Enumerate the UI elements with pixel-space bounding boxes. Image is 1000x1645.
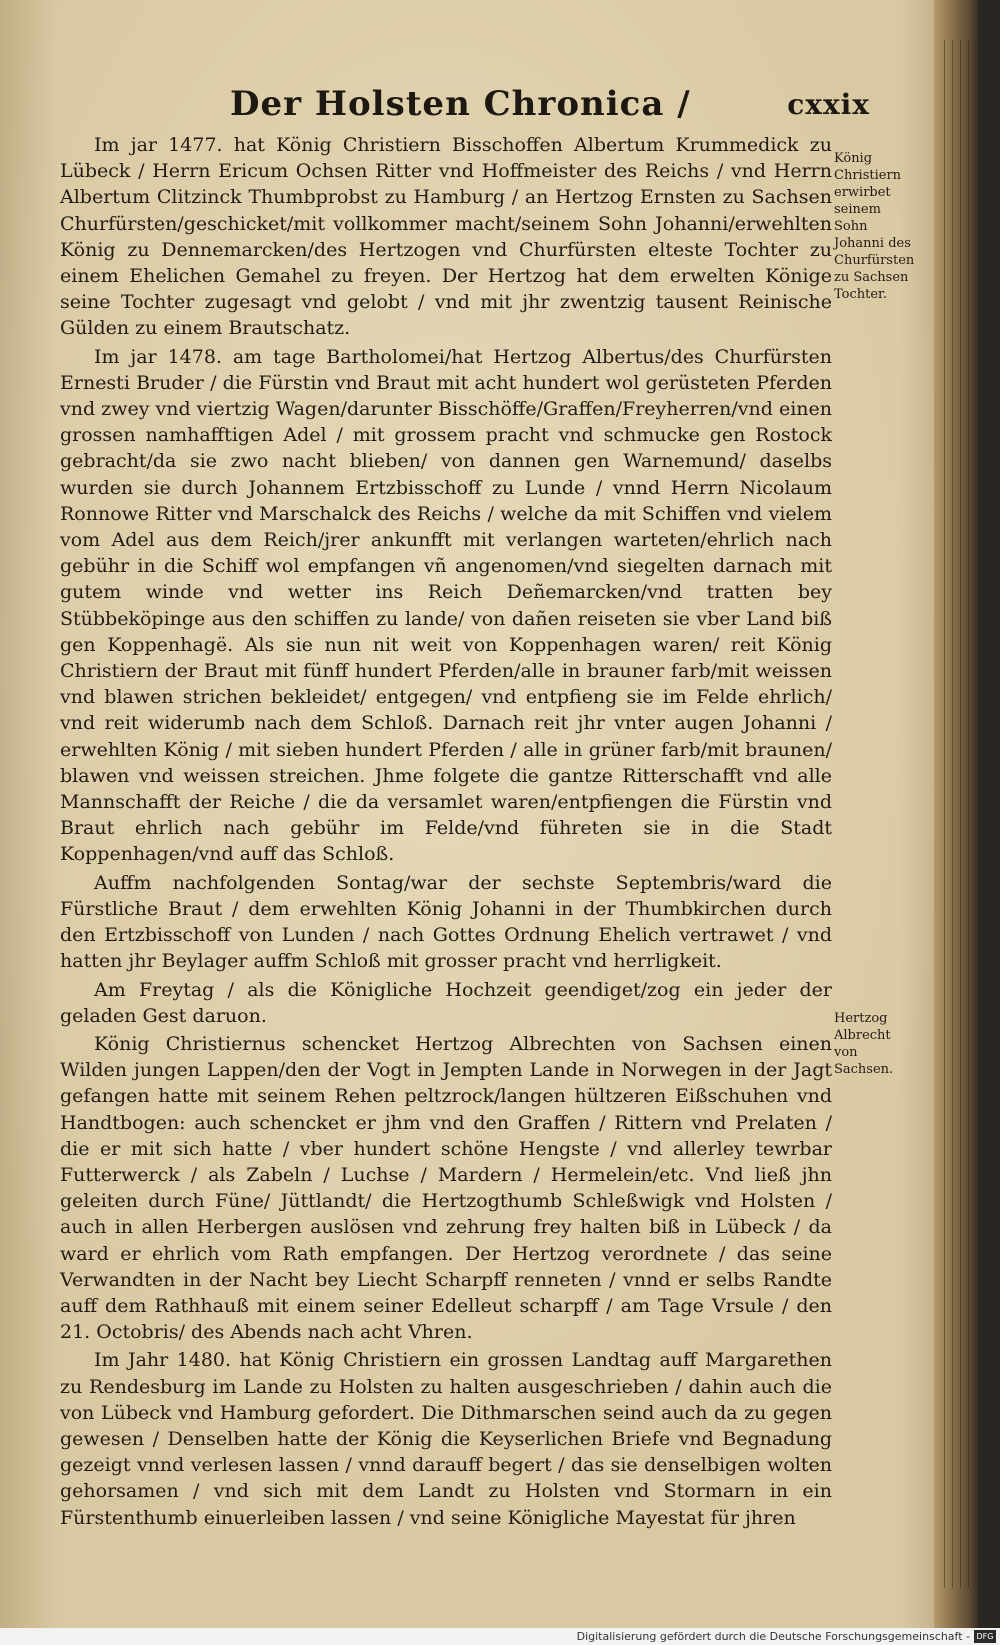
page-title: Der Holsten Chronica /	[230, 84, 691, 124]
running-header	[230, 84, 870, 130]
marginal-note: König Christiern erwirbet seinem Sohn Johanni des Churfürsten zu Sachsen Tochter.	[834, 151, 915, 302]
paragraph: Auffm nachfolgenden Sontag/war der sechste Septembris/ward die Fürstliche Braut / dem erwehlten König Johanni in der Thumbkirchen durch den Ertzbisschoff von Lunden / nach Gottes Ordnung Ehelich vertrawet / vnd hatten jhr Beylager auffm Schloß mit grosser pracht vnd herrligkeit.	[60, 871, 832, 973]
paragraph: Im jar 1478. am tage Bartholomei/hat Hertzog Albertus/des Churfürsten Ernesti Bruder / die Fürstin vnd Braut mit acht hundert wol gerüsteten Pferden vnd zwey vnd viertzig Wagen/darunter Bisschöffe/Graffen/Freyherren/vnd einen grossen namhafftigen Adel / mit grossem pracht vnd schmucke gen Rostock gebracht/da sie zwo nacht blieben/ von dannen gen Warnemund/ daselbs wurden sie durch Johannem Ertzbisschoff zu Lunde / vnnd Herrn Nicolaum Ronnowe Ritter vnd Marschalck des Reichs / welche da mit Schiffen vnd vielem vom Adel aus dem Reich/jrer ankunfft mit verlangen warteten/ehrlich nach gebühr in die Schiff wol empfangen vñ angenomen/vnd siegelten darnach mit gutem winde vnd wetter ins Reich Deñemarcken/vnd tratten bey Stübbeköpinge aus den schiffen zu lande/ von dañen reiseten sie vber Land biß gen Koppenhagë. Als sie nun nit weit von Koppenhagen waren/ reit König Christiern der Braut mit fünff hundert Pferden/alle in brauner farb/mit weissen vnd blawen strichen bekleidet/ entgegen/ vnd entpfieng sie im Felde ehrlich/ vnd reit widerumb nach dem Schloß. Darnach reit jhr vnter augen Johanni / erwehlten König / mit sieben hundert Pferden / alle in grüner farb/mit braunen/ blawen vnd weissen streichen. Jhme folgete die gantze Ritterschafft vnd alle Mannschafft der Reiche / die da versamlet waren/entpfiengen die Fürstin vnd Braut ehrlich nach gebühr im Felde/vnd führeten sie in die Stadt Koppenhagen/vnd auff das Schloß.	[60, 345, 832, 866]
marginal-note: Hertzog Albrecht von Sachsen.	[834, 1011, 894, 1077]
footer-bar	[0, 1628, 1000, 1645]
folio-number: cxxix	[787, 88, 870, 121]
paragraph: Im jar 1477. hat König Christiern Bisschoffen Albertum Krummedick zu Lübeck / Herrn Ericum Ochsen Ritter vnd Hoffmeister des Reichs / vnd Herrn Albertum Clitzinck Thumbprobst zu Hamburg / an Hertzog Ernsten zu Sachsen Churfürsten/geschicket/mit vollkommer macht/seinem Sohn Johanni/erwehlten König zu Dennemarcken/des Hertzogen vnd Churfürsten elteste Tochter zu einem Ehelichen Gemahel zu freyen. Der Hertzog hat dem erwelten Könige seine Tochter zugesagt vnd gelobt / vnd mit jhr zwentzig tausent Reinische Gülden zu einem Brautschatz.	[60, 134, 832, 340]
paragraph: König Christiernus schencket Hertzog Albrechten von Sachsen einen Wilden jungen Lappen/den der Vogt in Jempten Lande in Norwegen in der Jagt gefangen hatte mit seinem Rehen peltzrock/langen hültzeren Eißschuhen vnd Handtbogen: auch schencket er jhm vnd den Graffen / Rittern vnd Prelaten / die er mit sich hatte / vber hundert schöne Hengste / vnd allerley tewrbar Futterwerck / als Zabeln / Luchse / Mardern / Hermelein/etc. Vnd ließ jhn geleiten durch Füne/ Jüttlandt/ die Hertzogthumb Schleßwigk vnd Holsten / auch in allen Herbergen auslösen vnd zehrung frey halten biß in Lübeck / da ward er ehrlich vom Rath empfangen. Der Hertzog verordnete / das seine Verwandten in der Nacht bey Liecht Scharpff renneten / vnnd er selbs Randte auff dem Rathhauß mit einem seiner Edelleut scharpff / am Tage Vrsule / den 21. Octobris/ des Abends nach acht Vhren.	[60, 1032, 832, 1344]
paragraph: Im Jahr 1480. hat König Christiern ein grossen Landtag auff Margarethen zu Rendesburg im Lande zu Holsten zu halten ausgeschrieben / dahin auch die von Lübeck vnd Hamburg gefordert. Die Dithmarschen seind auch da zu gegen gewesen / Denselben hatte der König die Keyserlichen Briefe vnd Begnadung gezeigt vnnd verlesen lassen / vnnd darauff begert / das sie denselbigen wolten gehorsamen / vnd sich mit dem Landt zu Holsten vnd Stormarn in ein Fürstenthumb einuerleiben lassen / vnd seine Königliche Mayestat für jhren	[60, 1349, 832, 1529]
page-edge	[934, 0, 978, 1628]
main-text	[60, 132, 832, 1533]
dfg-logo: DFG	[974, 1630, 996, 1643]
funding-credit: Digitalisierung gefördert durch die Deutsche Forschungsgemeinschaft -	[576, 1630, 970, 1643]
paragraph: Am Freytag / als die Königliche Hochzeit geendiget/zog ein jeder der geladen Gest daruon.	[60, 978, 832, 1027]
